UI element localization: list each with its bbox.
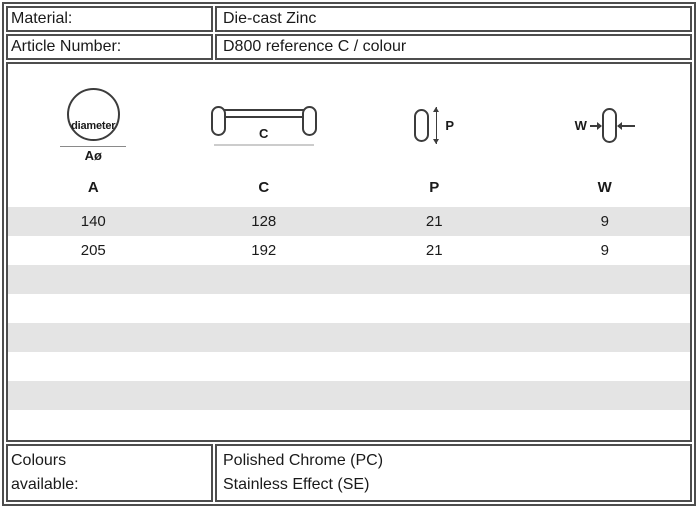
colour-option: Polished Chrome (PC) <box>223 451 384 469</box>
dimension-diagrams <box>8 65 690 169</box>
dimensions-section-row <box>6 62 692 442</box>
empty-row <box>8 410 690 439</box>
colours-value-cell <box>215 444 692 502</box>
width-dim-label: W <box>574 118 587 134</box>
arrow-left-icon <box>618 125 635 127</box>
diameter-dim-label: Aø <box>84 148 102 164</box>
colours-row <box>6 444 692 502</box>
length-dim-line <box>214 144 314 146</box>
dimensions-data-row <box>8 236 690 265</box>
column-header-c: C <box>258 179 270 197</box>
length-dim-label: C <box>259 125 269 141</box>
dimensions-data-row <box>8 207 690 236</box>
handle-bar <box>220 109 308 118</box>
empty-row <box>8 323 690 352</box>
empty-row <box>8 381 690 410</box>
handle-front-icon <box>211 106 317 141</box>
dim-value-w: 9 <box>600 212 609 230</box>
dim-value-p: 21 <box>425 212 443 230</box>
diameter-dim-line <box>60 146 126 147</box>
colours-label-line2: available: <box>11 475 79 493</box>
material-row <box>6 6 692 32</box>
colours-label-cell <box>6 444 213 502</box>
empty-row <box>8 294 690 323</box>
empty-row <box>8 265 690 294</box>
material-value-cell <box>215 6 692 32</box>
article-number-label-cell <box>6 34 213 60</box>
handle-width-icon <box>602 108 617 143</box>
column-header-p: P <box>429 179 440 197</box>
spec-table <box>4 4 694 504</box>
material-label-cell <box>6 6 213 32</box>
article-number-value: D800 reference C / colour <box>223 38 407 56</box>
material-value: Die-cast Zinc <box>223 10 317 28</box>
dim-value-a: 140 <box>80 212 106 230</box>
dim-value-c: 192 <box>251 241 277 259</box>
diameter-circle-icon <box>67 88 120 141</box>
diameter-text: diameter <box>71 120 116 133</box>
dim-value-c: 128 <box>251 212 277 230</box>
spec-sheet <box>2 2 696 506</box>
length-diagram <box>211 106 317 146</box>
dim-value-a: 205 <box>80 241 106 259</box>
material-label: Material: <box>11 10 73 28</box>
projection-dim-label: P <box>445 118 455 134</box>
article-number-value-cell <box>215 34 692 60</box>
colours-label-line1: Colours <box>11 451 67 469</box>
column-header-a: A <box>87 179 99 197</box>
dim-value-w: 9 <box>600 241 609 259</box>
colour-option: Stainless Effect (SE) <box>223 475 370 493</box>
diameter-diagram <box>60 88 126 163</box>
column-header-w: W <box>597 179 612 197</box>
dimensions-header-row <box>8 169 690 207</box>
dimensions-section-cell <box>6 62 692 442</box>
empty-row <box>8 352 690 381</box>
width-diagram <box>575 108 635 143</box>
projection-diagram <box>414 107 454 144</box>
article-number-label: Article Number: <box>11 38 122 56</box>
handle-side-icon <box>414 109 429 142</box>
projection-dim-arrow <box>432 107 441 144</box>
dim-value-p: 21 <box>425 241 443 259</box>
article-number-row <box>6 34 692 60</box>
arrow-right-icon <box>590 125 601 127</box>
